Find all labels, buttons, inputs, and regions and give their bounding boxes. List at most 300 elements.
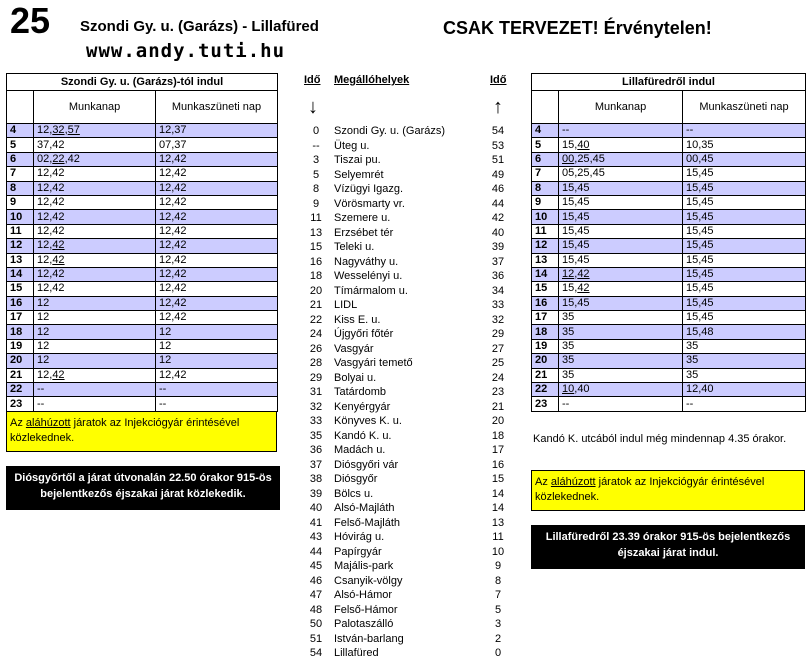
hour-cell: 9 — [532, 195, 559, 209]
hour-cell: 21 — [7, 368, 34, 382]
inbound-time: 9 — [494, 560, 502, 572]
outbound-time: 36 — [309, 444, 323, 456]
workday-minutes: 10,40 — [559, 383, 683, 397]
stop-row — [304, 385, 514, 400]
inbound-time: 10 — [491, 545, 505, 558]
stop-name: Csanyik-völgy — [334, 574, 403, 587]
stop-name: Újgyőri főtér — [334, 328, 394, 340]
stop-row — [304, 530, 514, 545]
hour-cell: 12 — [532, 239, 559, 253]
stop-row — [304, 588, 514, 603]
holiday-minutes: 15,45 — [683, 267, 806, 281]
inbound-time: 20 — [491, 415, 505, 427]
inbound-time: 14 — [491, 487, 505, 500]
outbound-time: 46 — [309, 574, 323, 587]
timetable-row — [532, 239, 806, 253]
stop-name: Tatárdomb — [334, 386, 386, 398]
timetable-row — [7, 267, 278, 281]
stop-row — [304, 168, 514, 183]
holiday-minutes: -- — [156, 397, 278, 411]
timetable-row — [532, 181, 806, 195]
inbound-time: 32 — [491, 313, 505, 326]
holiday-minutes: 35 — [683, 368, 806, 382]
stop-row — [304, 240, 514, 255]
stop-name: Bölcs u. — [334, 487, 374, 500]
outbound-time: 11 — [310, 212, 322, 224]
stop-name: Vasgyár — [334, 342, 374, 355]
stop-row — [304, 327, 514, 342]
holiday-header: Munkaszüneti nap — [156, 91, 278, 124]
outbound-time: 16 — [309, 255, 323, 268]
workday-minutes: 12,42 — [34, 224, 156, 238]
inbound-time: 7 — [494, 589, 502, 601]
hour-cell: 4 — [532, 124, 559, 138]
inbound-time: 53 — [491, 139, 505, 152]
hour-cell: 4 — [7, 124, 34, 138]
stop-row — [304, 458, 514, 473]
workday-minutes: -- — [559, 397, 683, 411]
stop-row — [304, 516, 514, 531]
stop-row — [304, 211, 514, 226]
timetable-row — [7, 181, 278, 195]
outbound-time: 13 — [309, 226, 323, 239]
hour-cell: 20 — [532, 354, 559, 368]
workday-minutes: 12,42 — [34, 253, 156, 267]
hour-cell: 23 — [7, 397, 34, 411]
outbound-time: 35 — [309, 429, 323, 442]
holiday-minutes: 00,45 — [683, 152, 806, 166]
hour-cell: 6 — [7, 152, 34, 166]
workday-minutes: 12,42 — [34, 239, 156, 253]
workday-minutes: 35 — [559, 354, 683, 368]
stop-name: Felső-Hámor — [334, 603, 398, 616]
outbound-time: 41 — [309, 516, 323, 529]
stop-row — [304, 617, 514, 632]
inbound-time: 34 — [491, 284, 505, 297]
holiday-minutes: 07,37 — [156, 138, 278, 152]
workday-minutes: 12 — [34, 339, 156, 353]
timetable-row — [532, 167, 806, 181]
workday-minutes: 12,42 — [34, 181, 156, 195]
stop-row — [304, 371, 514, 386]
inbound-time: 25 — [491, 357, 505, 369]
stop-row — [304, 124, 514, 139]
holiday-minutes: 12,42 — [156, 253, 278, 267]
outbound-time: 51 — [309, 632, 323, 645]
workday-minutes: 15,45 — [559, 296, 683, 310]
holiday-minutes: 12 — [156, 354, 278, 368]
inbound-time: 14 — [491, 502, 505, 514]
timetable-row — [7, 152, 278, 166]
stop-row — [304, 632, 514, 647]
stop-name: Könyves K. u. — [334, 415, 402, 427]
hour-cell: 16 — [7, 296, 34, 310]
hour-cell: 5 — [7, 138, 34, 152]
stop-row — [304, 429, 514, 444]
holiday-minutes: 12,42 — [156, 195, 278, 209]
stop-name: Alsó-Majláth — [334, 502, 395, 514]
stop-name: Madách u. — [334, 444, 386, 456]
workday-minutes: 15,45 — [559, 253, 683, 267]
workday-minutes: 35 — [559, 368, 683, 382]
time-header-inbound: Idő — [490, 74, 507, 86]
stop-name: Felső-Majláth — [334, 516, 401, 529]
workday-minutes: 15,45 — [559, 181, 683, 195]
stop-name: Wesselényi u. — [334, 270, 403, 282]
holiday-minutes: -- — [683, 397, 806, 411]
holiday-minutes: 12,42 — [156, 152, 278, 166]
holiday-minutes: 15,45 — [683, 239, 806, 253]
outbound-time: 31 — [309, 386, 323, 398]
timetable-row — [7, 253, 278, 267]
hour-cell: 12 — [7, 239, 34, 253]
stop-name: LIDL — [334, 299, 358, 311]
inbound-time: 13 — [491, 516, 505, 529]
holiday-minutes: 15,45 — [683, 253, 806, 267]
outbound-time: 47 — [309, 589, 323, 601]
timetable-row — [532, 339, 806, 353]
stop-name: Szemere u. — [334, 212, 391, 224]
stop-row — [304, 313, 514, 328]
stop-name: Lillafüred — [334, 647, 379, 659]
timetable-row — [532, 325, 806, 339]
outbound-time: 45 — [309, 560, 323, 572]
stop-name: Bolyai u. — [334, 371, 377, 384]
time-header-outbound: Idő — [304, 74, 321, 86]
stop-row — [304, 197, 514, 212]
holiday-header: Munkaszüneti nap — [683, 91, 806, 124]
timetable-row — [7, 325, 278, 339]
workday-minutes: 12 — [34, 296, 156, 310]
timetable-row — [7, 354, 278, 368]
workday-minutes: 12,42 — [34, 210, 156, 224]
inbound-time: 46 — [491, 183, 505, 195]
holiday-minutes: 12,42 — [156, 368, 278, 382]
timetable-row — [7, 311, 278, 325]
website-url: www.andy.tuti.hu — [86, 40, 286, 62]
stop-name: Szondi Gy. u. (Garázs) — [334, 125, 446, 137]
workday-minutes: 15,45 — [559, 195, 683, 209]
holiday-minutes: 12 — [156, 339, 278, 353]
hour-cell: 22 — [7, 383, 34, 397]
workday-minutes: 15,45 — [559, 239, 683, 253]
workday-minutes: -- — [34, 397, 156, 411]
stop-row — [304, 443, 514, 458]
holiday-minutes: 12,42 — [156, 210, 278, 224]
workday-minutes: 37,42 — [34, 138, 156, 152]
hour-cell: 18 — [7, 325, 34, 339]
holiday-minutes: 15,45 — [683, 296, 806, 310]
inbound-time: 29 — [491, 328, 505, 340]
hour-cell: 19 — [7, 339, 34, 353]
timetable-row — [7, 339, 278, 353]
hour-cell: 13 — [532, 253, 559, 267]
outbound-time: 39 — [309, 487, 323, 500]
holiday-minutes: 12,37 — [156, 124, 278, 138]
holiday-minutes: 15,45 — [683, 311, 806, 325]
hour-cell: 8 — [532, 181, 559, 195]
kando-extra-departure-note: Kandó K. utcából indul még mindennap 4.35 órakor. — [533, 433, 787, 445]
outbound-time: 18 — [309, 270, 323, 282]
holiday-minutes: 15,45 — [683, 195, 806, 209]
holiday-minutes: 15,48 — [683, 325, 806, 339]
stop-row — [304, 646, 514, 661]
hour-cell: 7 — [7, 167, 34, 181]
inbound-time: 54 — [491, 125, 505, 137]
workday-minutes: 35 — [559, 325, 683, 339]
timetable-row — [7, 239, 278, 253]
table-title: Szondi Gy. u. (Garázs)-tól indul — [7, 74, 278, 91]
inbound-time: 33 — [491, 299, 505, 311]
inbound-time: 11 — [492, 531, 504, 543]
hour-cell: 19 — [532, 339, 559, 353]
holiday-minutes: 12,42 — [156, 311, 278, 325]
timetable-row — [7, 195, 278, 209]
stop-name: Tímármalom u. — [334, 284, 408, 297]
timetable-row — [532, 253, 806, 267]
workday-minutes: 12,42 — [34, 267, 156, 281]
hour-cell: 16 — [532, 296, 559, 310]
hour-cell: 15 — [532, 282, 559, 296]
stop-row — [304, 545, 514, 560]
hour-cell: 10 — [532, 210, 559, 224]
holiday-minutes: 12,40 — [683, 383, 806, 397]
holiday-minutes: 10,35 — [683, 138, 806, 152]
stop-name: Erzsébet tér — [334, 226, 394, 239]
outbound-time: -- — [312, 139, 320, 152]
hour-cell: 10 — [7, 210, 34, 224]
hour-cell: 18 — [532, 325, 559, 339]
timetable-row — [532, 267, 806, 281]
inbound-time: 36 — [491, 270, 505, 282]
stop-row — [304, 139, 514, 154]
workday-minutes: 15,40 — [559, 138, 683, 152]
outbound-time: 44 — [309, 545, 323, 558]
timetable-row — [532, 138, 806, 152]
departures-from-szondi-table — [6, 73, 278, 412]
stop-name: Hóvirág u. — [334, 531, 385, 543]
arrow-down-icon: ↓ — [308, 96, 318, 118]
hour-cell: 9 — [7, 195, 34, 209]
inbound-time: 40 — [491, 226, 505, 239]
inbound-time: 27 — [491, 342, 505, 355]
workday-minutes: -- — [559, 124, 683, 138]
timetable-row — [7, 296, 278, 310]
timetable-row — [7, 124, 278, 138]
outbound-time: 21 — [309, 299, 323, 311]
stop-name: Kandó K. u. — [334, 429, 392, 442]
stop-name: Vízügyi Igazg. — [334, 183, 404, 195]
workday-minutes: 12,42 — [559, 267, 683, 281]
stop-row — [304, 472, 514, 487]
underline-note: Az aláhúzott járatok az Injekciógyár érintésével közlekednek. — [531, 470, 805, 511]
holiday-minutes: 15,45 — [683, 224, 806, 238]
holiday-minutes: 12,42 — [156, 224, 278, 238]
inbound-time: 39 — [491, 241, 505, 253]
stop-row — [304, 269, 514, 284]
hour-cell: 14 — [532, 267, 559, 281]
holiday-minutes: -- — [156, 383, 278, 397]
stop-name: Kiss E. u. — [334, 313, 381, 326]
workday-minutes: 15,45 — [559, 210, 683, 224]
hour-cell: 17 — [532, 311, 559, 325]
hour-cell: 5 — [532, 138, 559, 152]
timetable-row — [532, 210, 806, 224]
timetable-row — [7, 368, 278, 382]
stop-row — [304, 356, 514, 371]
workday-minutes: 05,25,45 — [559, 167, 683, 181]
stop-row — [304, 226, 514, 241]
timetable-row — [532, 124, 806, 138]
holiday-minutes: 12,42 — [156, 282, 278, 296]
outbound-time: 54 — [309, 647, 323, 659]
inbound-time: 15 — [491, 473, 505, 485]
inbound-time: 44 — [491, 197, 505, 210]
hour-cell: 11 — [532, 224, 559, 238]
workday-minutes: 12,42 — [34, 195, 156, 209]
hour-cell: 17 — [7, 311, 34, 325]
inbound-time: 18 — [491, 429, 505, 442]
timetable-row — [532, 397, 806, 411]
stop-row — [304, 298, 514, 313]
inbound-time: 49 — [491, 168, 505, 181]
holiday-minutes: 12,42 — [156, 167, 278, 181]
outbound-time: 29 — [309, 371, 323, 384]
outbound-time: 22 — [309, 313, 323, 326]
holiday-minutes: 15,45 — [683, 210, 806, 224]
hour-cell: 13 — [7, 253, 34, 267]
timetable-row — [7, 282, 278, 296]
timetable-row — [532, 311, 806, 325]
holiday-minutes: 12,42 — [156, 239, 278, 253]
hour-cell: 20 — [7, 354, 34, 368]
timetable-row — [532, 354, 806, 368]
outbound-time: 3 — [312, 154, 320, 166]
holiday-minutes: 15,45 — [683, 181, 806, 195]
stop-row — [304, 559, 514, 574]
stop-name: Kenyérgyár — [334, 400, 391, 413]
timetable-row — [532, 195, 806, 209]
timetable-row — [7, 224, 278, 238]
stop-name: Üteg u. — [334, 139, 370, 152]
stop-row — [304, 603, 514, 618]
stop-name: Papírgyár — [334, 545, 382, 558]
timetable-row — [532, 282, 806, 296]
timetable-row — [7, 383, 278, 397]
hour-cell: 21 — [532, 368, 559, 382]
outbound-time: 15 — [309, 241, 323, 253]
stop-row — [304, 153, 514, 168]
hour-cell: 6 — [532, 152, 559, 166]
outbound-time: 28 — [309, 357, 323, 369]
route-title: Szondi Gy. u. (Garázs) - Lillafüred — [80, 18, 319, 35]
stop-name: Teleki u. — [334, 241, 375, 253]
workday-minutes: 35 — [559, 339, 683, 353]
timetable-row — [532, 368, 806, 382]
line-number: 25 — [10, 0, 51, 41]
hour-cell: 14 — [7, 267, 34, 281]
workday-minutes: 15,45 — [559, 224, 683, 238]
inbound-time: 8 — [494, 574, 502, 587]
workday-minutes: 15,42 — [559, 282, 683, 296]
timetable-row — [532, 296, 806, 310]
stop-row — [304, 284, 514, 299]
timetable-row — [7, 397, 278, 411]
workday-header: Munkanap — [559, 91, 683, 124]
outbound-time: 0 — [312, 125, 320, 137]
timetable-row — [532, 152, 806, 166]
outbound-time: 43 — [309, 531, 323, 543]
holiday-minutes: 12,42 — [156, 267, 278, 281]
stop-name: Diósgyőr — [334, 473, 378, 485]
outbound-time: 32 — [309, 400, 323, 413]
stop-name: Majális-park — [334, 560, 394, 572]
outbound-time: 9 — [312, 197, 320, 210]
holiday-minutes: 12 — [156, 325, 278, 339]
inbound-time: 37 — [491, 255, 505, 268]
stop-name: Vasgyári temető — [334, 357, 413, 369]
hour-cell: 15 — [7, 282, 34, 296]
holiday-minutes: 12,42 — [156, 181, 278, 195]
inbound-time: 16 — [491, 458, 505, 471]
stop-row — [304, 487, 514, 502]
outbound-time: 20 — [309, 284, 323, 297]
table-title: Lillafüredről indul — [532, 74, 806, 91]
outbound-time: 37 — [309, 458, 323, 471]
outbound-time: 38 — [309, 473, 323, 485]
departures-from-lillafured-table — [531, 73, 806, 412]
stop-row — [304, 574, 514, 589]
stop-row — [304, 342, 514, 357]
inbound-time: 5 — [494, 603, 502, 616]
outbound-time: 48 — [309, 603, 323, 616]
outbound-time: 24 — [309, 328, 323, 340]
hour-cell: 7 — [532, 167, 559, 181]
hour-cell: 8 — [7, 181, 34, 195]
workday-minutes: 12,42 — [34, 368, 156, 382]
stop-name: Selyemrét — [334, 168, 384, 181]
workday-minutes: 12 — [34, 325, 156, 339]
inbound-time: 3 — [494, 618, 502, 630]
outbound-time: 33 — [309, 415, 323, 427]
stop-row — [304, 255, 514, 270]
inbound-time: 0 — [494, 647, 502, 659]
timetable-row — [532, 224, 806, 238]
workday-minutes: 12 — [34, 311, 156, 325]
stop-name: István-barlang — [334, 632, 404, 645]
stop-name: Tiszai pu. — [334, 154, 381, 166]
stop-row — [304, 182, 514, 197]
night-service-note: Lillafüredről 23.39 órakor 915-ös bejelentkezős éjszakai járat indul. — [531, 525, 805, 569]
outbound-time: 50 — [309, 618, 323, 630]
stop-name: Palotaszálló — [334, 618, 394, 630]
holiday-minutes: 15,45 — [683, 167, 806, 181]
workday-minutes: 12,32,57 — [34, 124, 156, 138]
inbound-time: 42 — [491, 212, 505, 224]
stop-name: Diósgyőri vár — [334, 458, 399, 471]
stop-row — [304, 400, 514, 415]
workday-minutes: 12,42 — [34, 282, 156, 296]
timetable-row — [7, 167, 278, 181]
timetable-row — [7, 138, 278, 152]
holiday-minutes: 15,45 — [683, 282, 806, 296]
timetable-row — [7, 210, 278, 224]
workday-minutes: 12 — [34, 354, 156, 368]
stop-name: Nagyváthy u. — [334, 255, 399, 268]
outbound-time: 40 — [309, 502, 323, 514]
inbound-time: 51 — [491, 154, 505, 166]
hour-cell: 23 — [532, 397, 559, 411]
